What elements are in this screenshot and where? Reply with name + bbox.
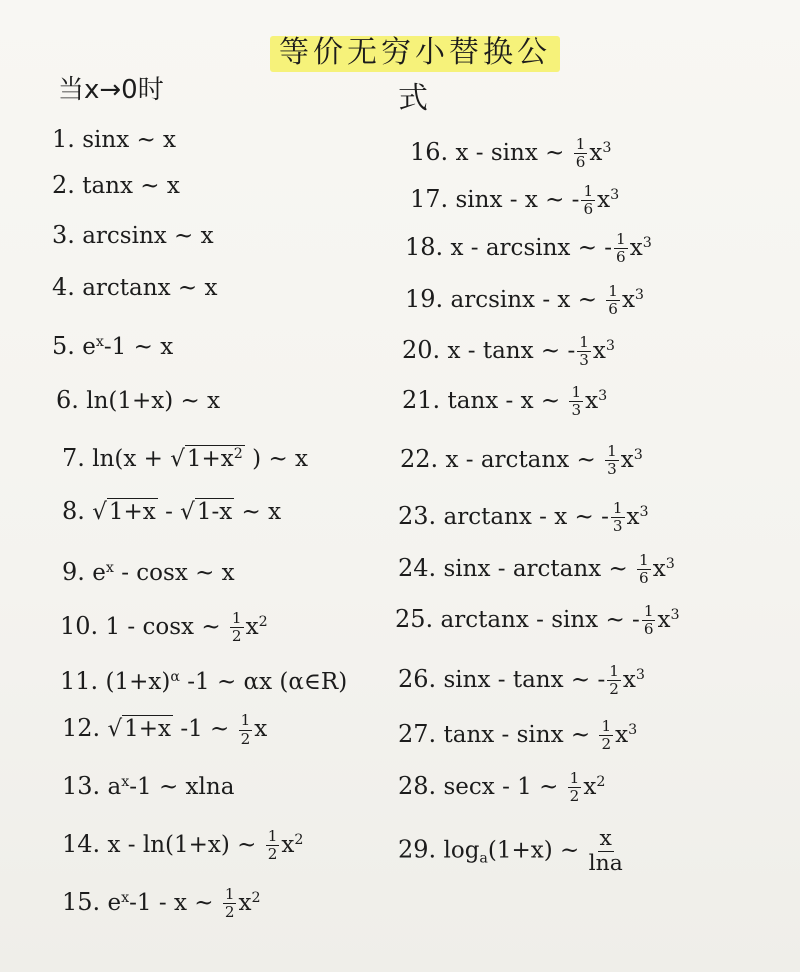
formula-15: 15. $e^x-1$ - x ~ $\frac{1}{2}$ $x^2$ xyxy=(62,885,261,922)
formula-28: 28. secx - 1 ~ $\frac{1}{2}$ $x^2$ xyxy=(398,769,606,806)
formula-13: 13. $a^x-1$ ~ xlna xyxy=(62,771,235,800)
formula-20: 20. x - tanx ~ - $\frac{1}{3}$ $x^3$ xyxy=(402,333,615,370)
formula-12: 12. √1+x -1 ~ $\frac{1}{2}$ x xyxy=(62,711,268,748)
formula-27: 27. tanx - sinx ~ $\frac{1}{2}$ $x^3$ xyxy=(398,717,638,754)
formula-14: 14. x - ln(1+x) ~ $\frac{1}{2}$ $x^2$ xyxy=(62,827,304,864)
formula-4: 4. arctanx ~ x xyxy=(52,273,218,301)
formula-29: 29. $\log_a(1+x)$ ~ $\frac{x}{\ln a}$ xyxy=(398,826,623,876)
formula-11: 11. $(1+x)^\alpha$ -1 ~ αx (α∈R) xyxy=(60,666,348,695)
formula-3: 3. arcsinx ~ x xyxy=(52,221,214,249)
formula-22: 22. x - arctanx ~ $\frac{1}{3}$ $x^3$ xyxy=(400,442,643,479)
formula-25: 25. arctanx - sinx ~ - $\frac{1}{6}$ $x^3$ xyxy=(395,602,680,639)
formula-5: 5. $e^x-1$ ~ x xyxy=(52,331,174,360)
formula-24: 24. sinx - arctanx ~ $\frac{1}{6}$ $x^3$ xyxy=(398,551,675,588)
limit-condition: 当x→0时 xyxy=(58,75,164,105)
formula-1: 1. sinx ~ x xyxy=(52,125,177,153)
formula-6: 6. ln(1+x) ~ x xyxy=(56,386,221,414)
formula-17: 17. sinx - x ~ - $\frac{1}{6}$ $x^3$ xyxy=(410,182,620,219)
formula-19: 19. arcsinx - x ~ $\frac{1}{6}$ $x^3$ xyxy=(405,282,644,319)
formula-7: 7. $\ln(x + √1+x^2$ ) ~ x xyxy=(62,443,309,472)
formula-26: 26. sinx - tanx ~ - $\frac{1}{2}$ $x^3$ xyxy=(398,662,645,699)
formula-10: 10. 1 - cosx ~ $\frac{1}{2}$ $x^2$ xyxy=(60,609,268,646)
title-block xyxy=(270,30,560,116)
formula-2: 2. tanx ~ x xyxy=(52,171,180,199)
formula-21: 21. tanx - x ~ $\frac{1}{3}$ $x^3$ xyxy=(402,383,608,420)
formula-16: 16. x - sinx ~ $\frac{1}{6}$ $x^3$ xyxy=(410,135,612,172)
formula-8: 8. √1+x - √1-x ~ x xyxy=(62,497,282,525)
page-title: 等价无穷小替换公式 xyxy=(279,35,551,116)
formula-18: 18. x - arcsinx ~ - $\frac{1}{6}$ $x^3$ xyxy=(405,230,652,267)
formula-23: 23. arctanx - x ~ - $\frac{1}{3}$ $x^3$ xyxy=(398,499,649,536)
formula-9: 9. $e^x$ - cosx ~ x xyxy=(62,557,235,586)
